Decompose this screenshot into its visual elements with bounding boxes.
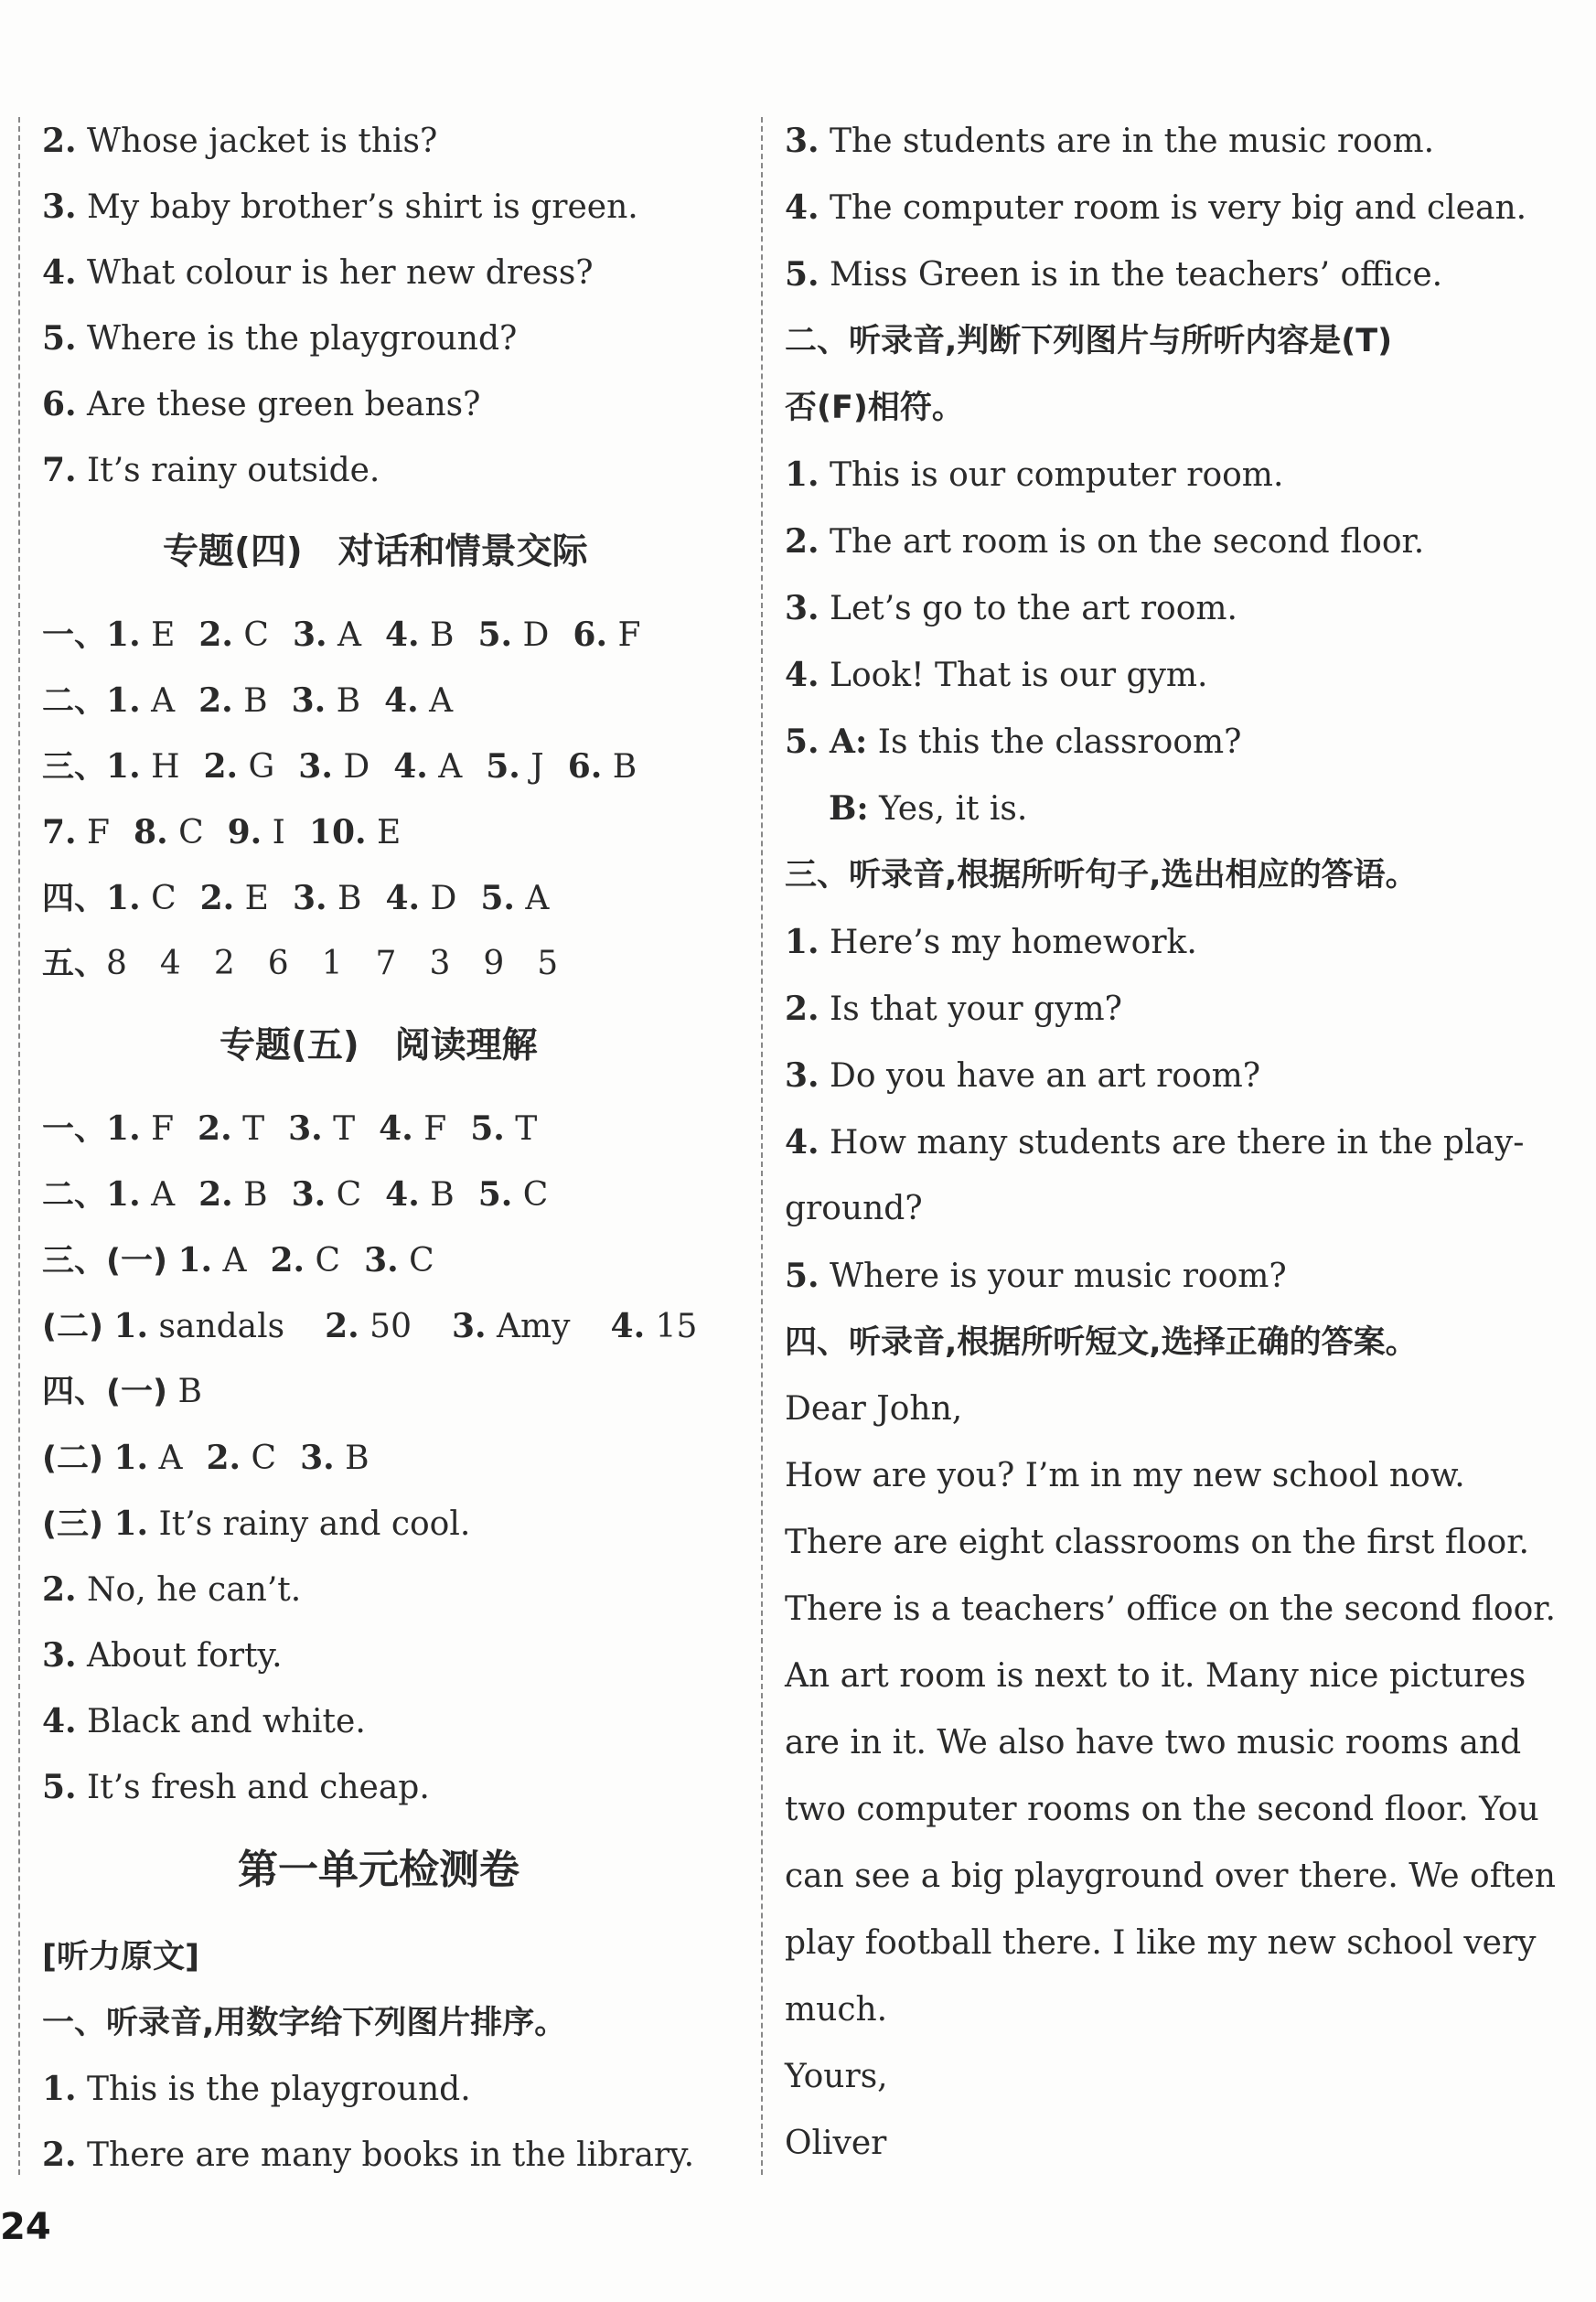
letter-line: much. [785,1991,888,2029]
letter-line: Yours, [785,2058,888,2095]
answer-row: 四、1. C 2. E 3. B 4. D 5. A [42,879,550,917]
section-heading: 三、听录音,根据所听句子,选出相应的答语。 [785,857,1418,894]
list-item: 1. This is our computer room. [785,455,1284,494]
topic5-title: 专题(五) 阅读理解 [220,1025,538,1066]
list-item: 3. Do you have an art room? [785,1056,1261,1095]
letter-line: There are eight classrooms on the first floor. [785,1524,1529,1561]
letter-line: can see a big playground over there. We often [785,1858,1556,1895]
list-item: 5. A: Is this the classroom? [785,723,1242,761]
left-margin-line [18,117,20,2175]
section-heading: 一、听录音,用数字给下列图片排序。 [42,2005,567,2041]
answer-row: 一、1. E 2. C 3. A 4. B 5. D 6. F [42,616,641,654]
list-item: 7. It’s rainy outside. [42,451,380,489]
letter-line: play football there. I like my new school very [785,1924,1537,1962]
answer-row: (三) 1. It’s rainy and cool. [42,1504,471,1543]
list-item: 4. Look! That is our gym. [785,656,1208,694]
letter-line: Dear John, [785,1390,963,1428]
letter-line: Oliver [785,2125,887,2162]
section-heading: 四、听录音,根据所听短文,选择正确的答案。 [785,1324,1418,1361]
list-item: 2. Whose jacket is this? [42,122,438,160]
list-item: 1. Here’s my homework. [785,923,1197,961]
answer-row: (二) 1. sandals 2. 50 3. Amy 4. 15 [42,1307,698,1345]
page-number: 24 [0,2206,51,2248]
list-item: ground? [785,1190,923,1227]
letter-line: two computer rooms on the second floor. You [785,1791,1539,1828]
list-item: 4. Black and white. [42,1702,366,1740]
list-item: 3. Let’s go to the art room. [785,589,1237,627]
section-heading: 二、听录音,判断下列图片与所听内容是(T) [785,323,1393,359]
list-item: 4. The computer room is very big and clean. [785,188,1527,227]
script-label: [听力原文] [42,1939,199,1975]
letter-line: are in it. We also have two music rooms and [785,1724,1522,1761]
answer-row: (二) 1. A 2. C 3. B [42,1439,370,1477]
unit-title: 第一单元检测卷 [238,1847,520,1893]
list-item: 3. The students are in the music room. [785,122,1435,160]
answer-row: 五、8 4 2 6 1 7 3 9 5 [42,945,559,982]
list-item: 4. What colour is her new dress? [42,253,594,292]
column-divider [761,117,763,2175]
list-item: 5. Where is the playground? [42,319,518,358]
list-item: 2. There are many books in the library. [42,2136,695,2174]
answer-row: 二、1. A 2. B 3. C 4. B 5. C [42,1175,549,1214]
answer-row: 一、1. F 2. T 3. T 4. F 5. T [42,1109,538,1148]
list-item: 5. Miss Green is in the teachers’ office. [785,255,1443,294]
list-item: 3. My baby brother’s shirt is green. [42,187,638,226]
letter-line: How are you? I’m in my new school now. [785,1457,1465,1494]
list-item: 5. It’s fresh and cheap. [42,1768,430,1806]
answer-row: 7. F 8. C 9. I 10. E [42,813,402,851]
list-item: B: Yes, it is. [829,789,1028,828]
letter-line: An art room is next to it. Many nice pictures [785,1657,1526,1695]
list-item: 3. About forty. [42,1636,283,1675]
answer-row: 四、(一) B [42,1373,202,1410]
answer-row: 三、1. H 2. G 3. D 4. A 5. J 6. B [42,747,637,786]
list-item: 5. Where is your music room? [785,1257,1287,1295]
topic4-title: 专题(四) 对话和情景交际 [163,531,588,573]
list-item: 2. No, he can’t. [42,1570,302,1609]
list-item: 2. Is that your gym? [785,990,1122,1028]
list-item: 6. Are these green beans? [42,385,481,423]
letter-line: There is a teachers’ office on the second floor. [785,1590,1556,1628]
answer-row: 二、1. A 2. B 3. B 4. A [42,681,454,720]
list-item: 2. The art room is on the second floor. [785,522,1425,561]
answer-row: 三、(一) 1. A 2. C 3. C [42,1241,434,1279]
section-heading: 否(F)相符。 [785,390,964,426]
list-item: 4. How many students are there in the play- [785,1123,1525,1162]
list-item: 1. This is the playground. [42,2070,471,2108]
